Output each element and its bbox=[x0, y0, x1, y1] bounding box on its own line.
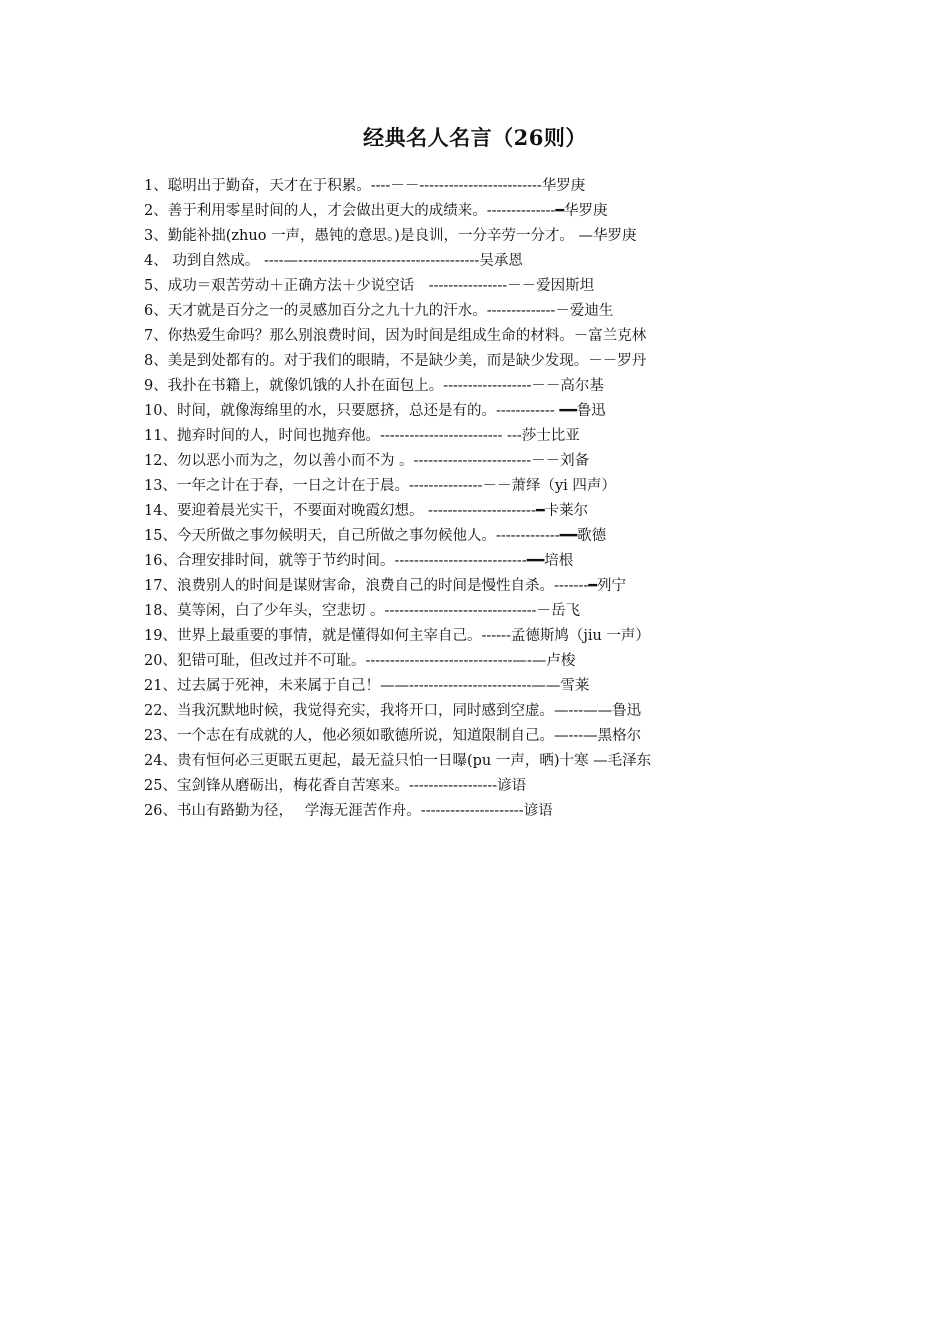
quote-item: 23、一个志在有成就的人，他必须如歌德所说，知道限制自己。—---—黑格尔 bbox=[144, 728, 642, 744]
quote-item: 10、时间，就像海绵里的水，只要愿挤，总还是有的。------------ ━━鲁迅 bbox=[144, 403, 606, 419]
quote-item: 4、 功到自然成。 ----—-------------------------------------吴承恩 bbox=[144, 253, 523, 269]
quote-item: 11、抛弃时间的人，时间也抛弃他。------------------------- ---莎士比亚 bbox=[144, 428, 580, 444]
quote-item: 15、今天所做之事勿候明天，自己所做之事勿候他人。-------------━━歌德 bbox=[144, 528, 607, 544]
quote-item: 21、过去属于死神，未来属于自己！——-------------------------——雪莱 bbox=[144, 678, 590, 694]
quote-item: 14、要迎着晨光实干，不要面对晚霞幻想。 ----------------------━卡莱尔 bbox=[144, 503, 589, 519]
quote-item: 5、成功＝艰苦劳动＋正确方法＋少说空话 ----------------－－爱因斯坦 bbox=[144, 278, 595, 294]
quote-item: 18、莫等闲，白了少年头，空悲切 。-------------------------------－岳飞 bbox=[144, 603, 580, 619]
quote-item: 12、勿以恶小而为之，勿以善小而不为 。------------------------－－刘备 bbox=[144, 453, 590, 469]
quote-item: 6、天才就是百分之一的灵感加百分之九十九的汗水。--------------－爱迪生 bbox=[144, 303, 614, 319]
quote-item: 8、美是到处都有的。对于我们的眼睛，不是缺少美，而是缺少发现。－－罗丹 bbox=[144, 353, 647, 369]
quote-item: 13、一年之计在于春，一日之计在于晨。---------------－－萧绎（yi 四声） bbox=[144, 478, 616, 494]
quote-item: 25、宝剑锋从磨砺出，梅花香自苦寒来。------------------谚语 bbox=[144, 778, 527, 794]
quote-item: 24、贵有恒何必三更眠五更起，最无益只怕一日曝(pu 一声，晒)十寒 —毛泽东 bbox=[144, 753, 652, 769]
quote-item: 26、书山有路勤为径， 学海无涯苦作舟。---------------------谚语 bbox=[144, 803, 553, 819]
quote-item: 19、世界上最重要的事情，就是懂得如何主宰自己。------孟德斯鸠（jiu 一声） bbox=[144, 628, 650, 644]
quote-item: 2、善于利用零星时间的人，才会做出更大的成绩来。--------------━华罗庚 bbox=[144, 203, 608, 219]
document-title: 经典名人名言（26则） bbox=[363, 125, 587, 150]
quote-item: 16、合理安排时间，就等于节约时间。---------------------------━━培根 bbox=[144, 553, 574, 569]
quote-item: 22、当我沉默地时候，我觉得充实，我将开口，同时感到空虚。—---——鲁迅 bbox=[144, 703, 642, 719]
quote-item: 17、浪费别人的时间是谋财害命，浪费自己的时间是慢性自杀。-------━列宁 bbox=[144, 578, 626, 594]
quote-item: 7、你热爱生命吗？那么别浪费时间，因为时间是组成生命的材料。－富兰克林 bbox=[144, 328, 647, 344]
quote-item: 3、勤能补拙(zhuo 一声，愚钝的意思。)是良训，一分辛劳一分才。 —华罗庚 bbox=[144, 228, 637, 244]
quote-item: 1、聪明出于勤奋，天才在于积累。----－－-------------------------华罗庚 bbox=[144, 178, 586, 194]
quote-list bbox=[144, 174, 844, 824]
quote-item: 20、犯错可耻，但改过并不可耻。------------------------------—-—卢梭 bbox=[144, 653, 576, 669]
quote-item: 9、我扑在书籍上，就像饥饿的人扑在面包上。------------------－－高尔基 bbox=[144, 378, 604, 394]
